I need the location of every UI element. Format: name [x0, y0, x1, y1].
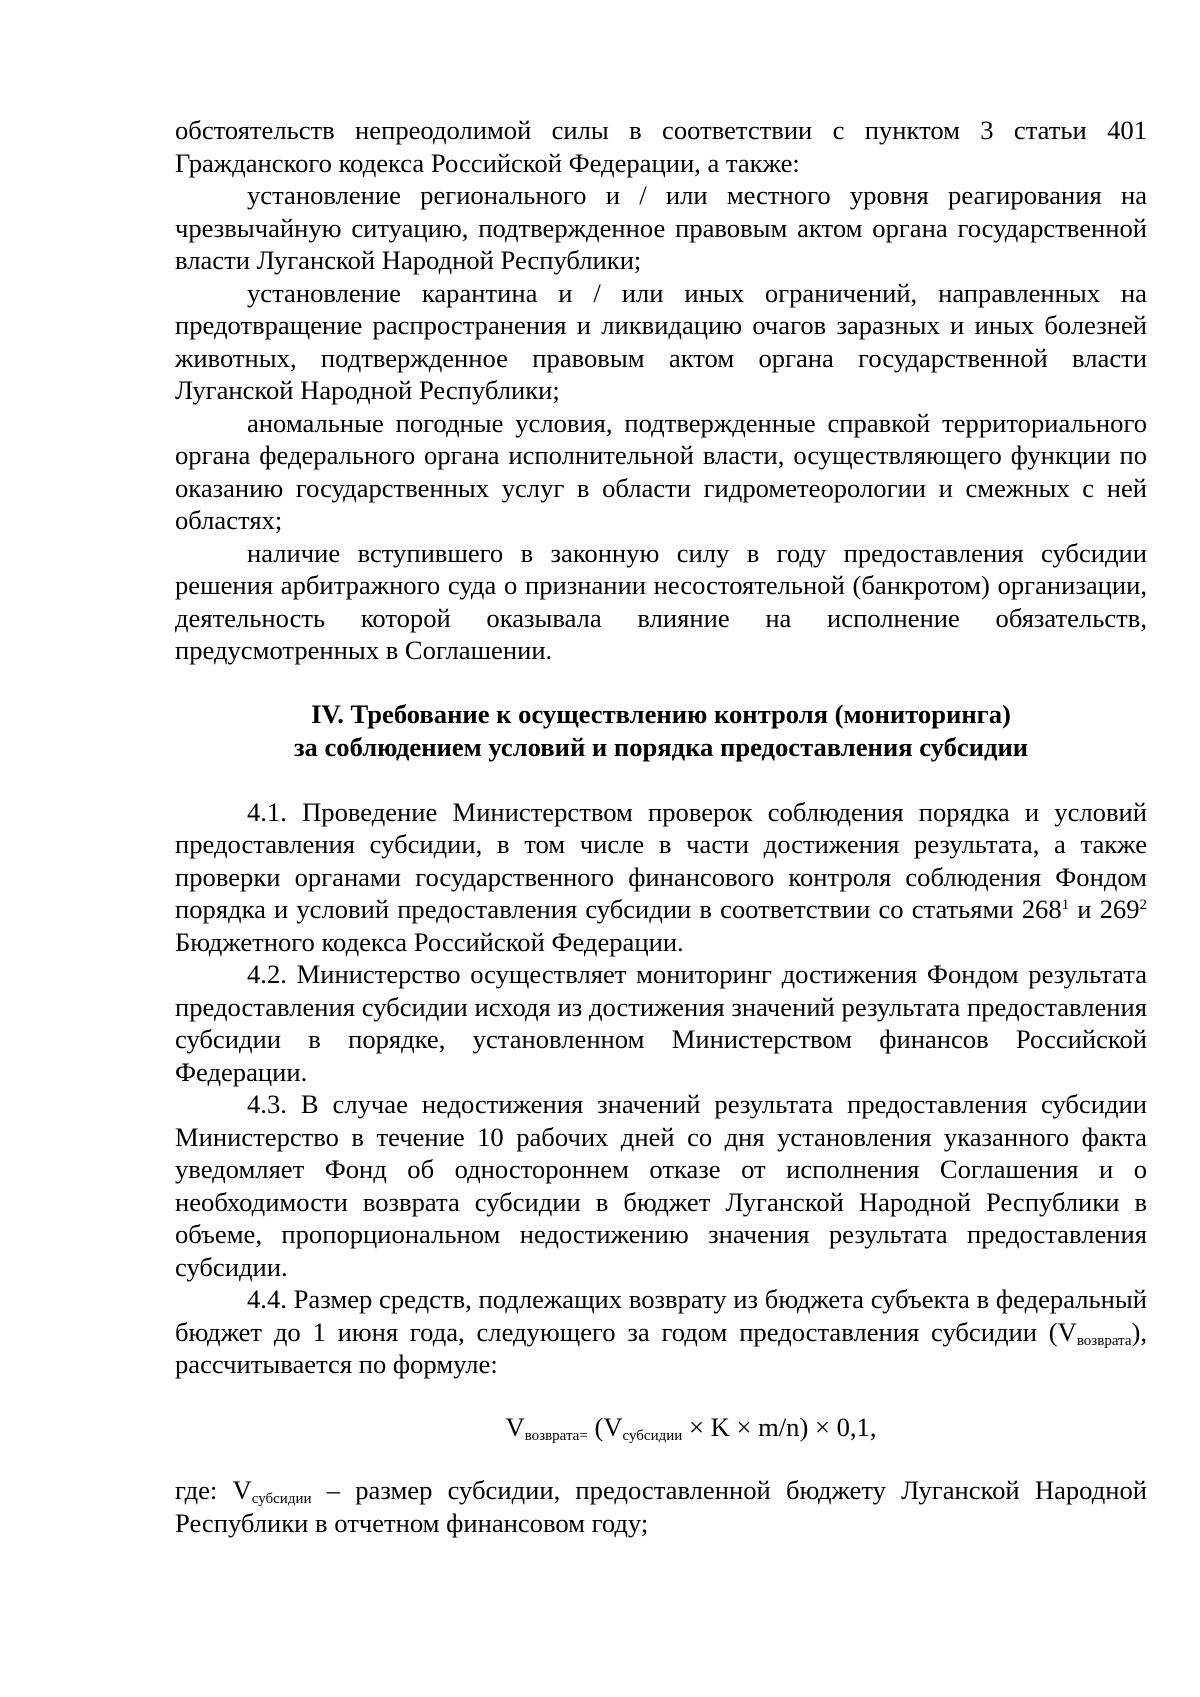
- paragraph-4-4-text-a: 4.4. Размер средств, подлежащих возврату из бюджета субъекта в федеральный бюджет до 1 июня года, следующего за годом предоставления субсидии (V: [175, 1284, 1147, 1347]
- refund-formula: [175, 1411, 1147, 1444]
- paragraph-where: [175, 1474, 1147, 1539]
- formula-sub-subsidii: субсидии: [622, 1427, 683, 1444]
- paragraph-4-1-text-b: и 269: [1069, 894, 1140, 924]
- paragraph-4-3: 4.3. В случае недостижения значений результата предоставления субсидии Министерство в течение 10 рабочих дней со дня установления указанного факта уведомляет Фонд об одностороннем отказе от исполнения Соглашения и о необходимости возврата субсидии в бюджет Луганской Народной Республики в объеме, пропорциональном недостижению значения результата предоставления субсидии.: [175, 1089, 1147, 1282]
- paragraph-4-4: [175, 1283, 1147, 1381]
- where-text-a: где: V: [175, 1475, 252, 1505]
- paragraph-4-2: 4.2. Министерство осуществляет мониторинг достижения Фондом результата предоставления субсидии исходя из достижения значений результата предоставления субсидии в порядке, установленном Министерством финансов Российской Федерации.: [175, 959, 1147, 1087]
- section-heading-line-2: за соблюдением условий и порядка предоставления субсидии: [293, 731, 1029, 762]
- paragraph-emergency-response: установление регионального и / или местного уровня реагирования на чрезвычайную ситуацию, подтвержденное правовым актом органа государственной власти Луганской Народной Республики;: [175, 180, 1147, 275]
- section-heading-line-1: IV. Требование к осуществлению контроля (мониторинга): [311, 698, 1011, 729]
- paragraph-force-majeure-continuation: обстоятельств непреодолимой силы в соответствии с пунктом 3 статьи 401 Гражданского кодекса Российской Федерации, а также:: [175, 115, 1147, 178]
- where-sub-subsidii: субсидии: [251, 1490, 312, 1507]
- paragraph-4-1-text-c: Бюджетного кодекса Российской Федерации.: [175, 926, 684, 957]
- paragraph-quarantine: установление карантина и / или иных ограничений, направленных на предотвращение распространения и ликвидацию очагов заразных и иных болезней животных, подтвержденное правовым актом органа государственной власти Луганской Народной Республики;: [175, 277, 1147, 405]
- formula-rest: × K × m/n) × 0,1,: [682, 1411, 877, 1442]
- paragraph-4-1: [175, 796, 1147, 959]
- subscript-vozvrata: возврата: [1076, 1332, 1132, 1349]
- paragraph-4-4-text-b: ), рассчитывается по формуле:: [175, 1316, 1147, 1379]
- formula-v: V: [505, 1411, 525, 1442]
- formula-open-paren: (V: [587, 1411, 623, 1442]
- section-heading: [175, 698, 1147, 764]
- formula-sub-vozvrata: возврата=: [524, 1427, 588, 1444]
- paragraph-weather-conditions: аномальные погодные условия, подтвержденные справкой территориального органа федерального органа исполнительной власти, осуществляющего функции по оказанию государственных услуг в области гидрометеорологии и смежных с ней областях;: [175, 407, 1147, 535]
- superscript-2: 2: [1139, 897, 1147, 913]
- where-text-b: – размер субсидии, предоставленной бюджету Луганской Народной Республики в отчетном финансовом году;: [175, 1475, 1147, 1538]
- document-body: [175, 114, 1147, 1539]
- paragraph-bankruptcy: наличие вступившего в законную силу в году предоставления субсидии решения арбитражного суда о признании несостоятельной (банкротом) организации, деятельность которой оказывала влияние на исполнение обязательств, предусмотренных в Соглашении.: [175, 537, 1147, 665]
- paragraph-4-1-text-a: 4.1. Проведение Министерством проверок соблюдения порядка и условий предоставления субсидии, в том числе в части достижения результата, а также проверки органами государственного финансового контроля соблюдения Фондом порядка и условий предоставления субсидии в соответствии со статьями 268: [175, 796, 1147, 924]
- superscript-1: 1: [1061, 897, 1070, 913]
